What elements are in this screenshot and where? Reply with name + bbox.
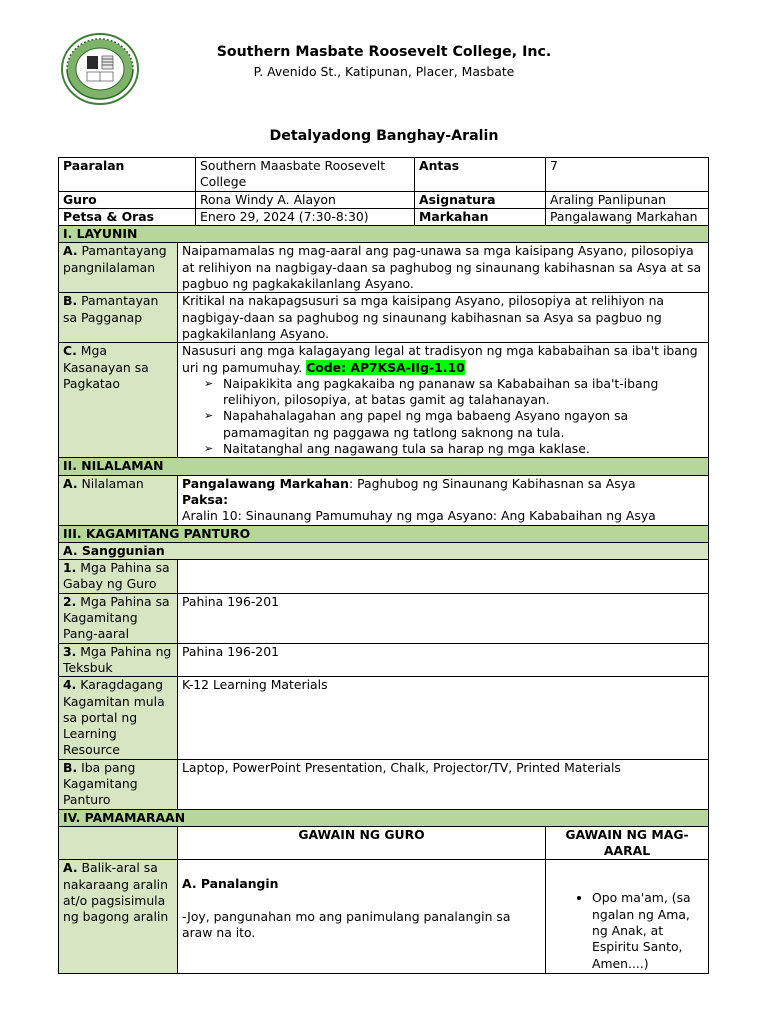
markahan-value: Pangalawang Markahan [546, 208, 709, 225]
row-value [178, 560, 709, 594]
info-row-petsa [59, 208, 709, 225]
layunin-row-c [59, 343, 709, 458]
kagamitan-row-4 [59, 677, 709, 759]
row-label-text: Mga Pahina ng Teksbuk [63, 643, 172, 675]
guro-label: Guro [59, 191, 196, 208]
list-item: ➢ Naitatanghal ang nagawang tula sa harap ng mga kaklase. [204, 441, 704, 457]
row-value: Pahina 196-201 [178, 593, 709, 643]
row-label [59, 243, 178, 293]
row-label [59, 475, 178, 525]
sanggunian-row [59, 542, 709, 559]
magaaral-cell [546, 860, 709, 974]
kagamitan-row-3 [59, 643, 709, 677]
row-label [59, 677, 178, 759]
section-kagamitan [59, 525, 709, 542]
row-value [178, 475, 709, 525]
row-label-text: Balik-aral sa nakaraang aralin at/o pagsisimula ng bagong aralin [63, 860, 169, 925]
row-letter: B. [63, 759, 78, 775]
section-nilalaman [59, 458, 709, 475]
school-address: P. Avenido St., Katipunan, Placer, Masbate [253, 64, 515, 79]
row-value: Kritikal na nakapagsusuri sa mga kaisipang Asyano, pilosopiya at relihiyon na nagbigay-daan sa paghubog ng sinaunang kabihasnan sa Asya sa pagbuo ng pagkakilanlang Asyano. [178, 293, 709, 343]
row-label [59, 293, 178, 343]
markahan-text: : Paghubog ng Sinaunang Kabihasnan sa Asya [349, 475, 636, 491]
row-label-text: Pamantayan sa Pagganap [63, 293, 159, 325]
row-letter: A. [63, 475, 78, 491]
section-heading: I. LAYUNIN [59, 226, 709, 243]
row-letter: A. [63, 860, 78, 876]
objectives-list [204, 376, 704, 457]
row-label [59, 643, 178, 677]
section-heading: II. NILALAMAN [59, 458, 709, 475]
antas-value: 7 [546, 158, 709, 192]
row-value: Pahina 196-201 [178, 643, 709, 677]
row-value: Naipamamalas ng mag-aaral ang pag-unawa sa mga kaisipang Asyano, pilosopiya at relihiyon na nagbigay-daan sa paghubog ng sinaunang kabihasnan sa Asya at sa pagbuo ng pagkakakilanlang Asyano. [178, 243, 709, 293]
petsa-value: Enero 29, 2024 (7:30-8:30) [196, 208, 415, 225]
row-label [59, 343, 178, 458]
row-number: 3. [63, 643, 77, 659]
antas-label: Antas [415, 158, 546, 192]
subsection-heading: A. Sanggunian [59, 542, 709, 559]
kagamitan-row-1 [59, 560, 709, 594]
markahan-label: Pangalawang Markahan [182, 475, 349, 491]
row-label-text: Mga Pahina sa Kagamitang Pang-aaral [63, 593, 170, 642]
panalangin-heading: A. Panalangin [182, 876, 279, 892]
row-label [59, 759, 178, 809]
paaralan-label: Paaralan [59, 158, 196, 192]
row-letter: A. [63, 243, 78, 259]
row-label-text: Karagdagang Kagamitan mula sa portal ng Learning Resource [63, 677, 165, 758]
list-item: • Opo ma'am, (sa ngalan ng Ama, ng Anak, at Espiritu Santo, Amen....) [592, 890, 704, 971]
markahan-line [182, 476, 704, 492]
row-letter: B. [63, 293, 78, 309]
row-label-text: Pamantayang pangnilalaman [63, 243, 167, 275]
row-number: 4. [63, 677, 77, 693]
row-label-text: Mga Kasanayan sa Pagkatao [63, 343, 149, 391]
info-row-paaralan [59, 158, 709, 192]
list-item: ➢ Napahahalagahan ang papel ng mga babaeng Asyano ngayon sa pamamagitan ng paggawa ng tatlong saknong na tula. [204, 408, 704, 441]
nilalaman-row-a [59, 475, 709, 525]
row-label [59, 593, 178, 643]
guro-value: Rona Windy A. Alayon [196, 191, 415, 208]
document-title: Detalyadong Banghay-Aralin [269, 128, 499, 144]
empty-header-cell [59, 826, 178, 860]
col-header-guro: GAWAIN NG GURO [178, 826, 546, 860]
row-label-text: Mga Pahina sa Gabay ng Guro [63, 560, 170, 592]
asignatura-label: Asignatura [415, 191, 546, 208]
guro-cell [178, 860, 546, 974]
aralin-text: Aralin 10: Sinaunang Pamumuhay ng mga Asyano: Ang Kababaihan ng Asya [182, 508, 656, 524]
paksa-label: Paksa: [182, 491, 229, 507]
row-number: 2. [63, 593, 77, 609]
competency-text: Nasusuri ang mga kalagayang legal at tradisyon ng mga kababaihan sa iba't ibang uri ng pamumuhay. [182, 343, 698, 375]
asignatura-value: Araling Panlipunan [546, 191, 709, 208]
paaralan-value: Southern Maasbate Roosevelt College [196, 158, 415, 192]
guro-instruction: -Joy, pangunahan mo ang panimulang panalangin sa araw na ito. [182, 908, 511, 941]
document-header [0, 32, 768, 112]
section-heading: III. KAGAMITANG PANTURO [59, 525, 709, 542]
kagamitan-row-2 [59, 593, 709, 643]
row-label-text: Nilalaman [81, 475, 144, 491]
response-list [578, 890, 704, 971]
row-value: K-12 Learning Materials [178, 677, 709, 759]
markahan-label: Markahan [415, 208, 546, 225]
school-name: Southern Masbate Roosevelt College, Inc. [216, 44, 552, 60]
kagamitan-row-b [59, 759, 709, 809]
row-label [59, 860, 178, 974]
row-value [178, 343, 709, 458]
row-letter: C. [63, 343, 77, 359]
section-layunin [59, 226, 709, 243]
layunin-row-b [59, 293, 709, 343]
row-label-text: Iba pang Kagamitang Panturo [63, 759, 138, 808]
petsa-label: Petsa & Oras [59, 208, 196, 225]
row-value: Laptop, PowerPoint Presentation, Chalk, Projector/TV, Printed Materials [178, 759, 709, 809]
col-header-magaaral: GAWAIN NG MAG-AARAL [546, 826, 709, 860]
layunin-row-a [59, 243, 709, 293]
row-label [59, 560, 178, 594]
section-pamamaraan [59, 809, 709, 826]
pamamaraan-row-a [59, 860, 709, 974]
info-row-guro [59, 191, 709, 208]
list-item: ➢ Naipakikita ang pagkakaiba ng pananaw sa Kababaihan sa iba't-ibang relihiyon, pilosopiya, at batas gamit ag talahanayan. [204, 376, 704, 409]
competency-code: Code: AP7KSA-IIg-1.10 [306, 359, 465, 375]
section-heading: IV. PAMAMARAAN [59, 809, 709, 826]
lesson-plan-table [58, 157, 709, 974]
pamamaraan-header-row [59, 826, 709, 860]
row-number: 1. [63, 560, 77, 576]
